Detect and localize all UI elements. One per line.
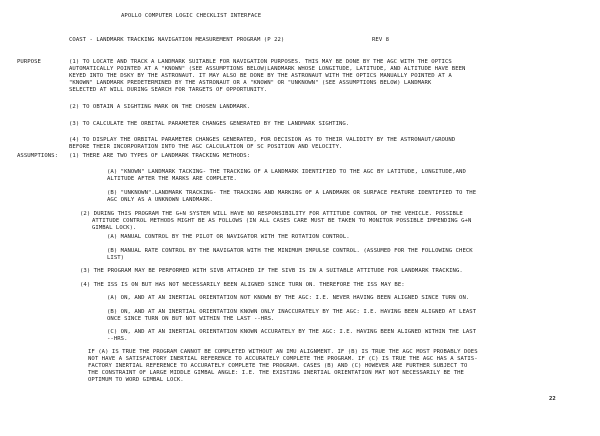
text-line: (A) MANUAL CONTROL BY THE PILOT OR NAVIGATOR WITH THE ROTATION CONTROL.: [107, 234, 350, 240]
revision-label: REV 8: [372, 37, 390, 43]
text-line: (B) ON, AND AT AN INERTIAL ORIENTATION KNOWN ONLY INACCURATELY BY THE AGC: I.E. HAVING BEEN ALIGNED AT LEAST: [107, 309, 477, 315]
purpose-item-2: [69, 104, 250, 111]
assumptions-conclusion: [88, 349, 478, 384]
assumption-4c: [107, 329, 476, 343]
assumption-4b: [107, 309, 476, 323]
text-line: BEFORE THEIR INCORPORATION INTO THE AGC CALCULATION OF SC POSITION AND VELOCITY.: [69, 144, 343, 150]
text-line: (C) ON, AND AT AN INERTIAL ORIENTATION KNOWN ACCURATELY BY THE AGC: I.E. HAVING BEEN ALIGNED WITHIN THE LAST: [107, 329, 477, 335]
text-line: (2) TO OBTAIN A SIGHTING MARK ON THE CHOSEN LANDMARK.: [69, 104, 251, 110]
text-line: IF (A) IS TRUE THE PROGRAM CANNOT BE COMPLETED WITHOUT AN IMU ALIGNMENT. IF (B) IS TRUE THE AGC MOST PROBABLY DOES: [88, 349, 478, 355]
text-line: (4) TO DISPLAY THE ORBITAL PARAMETER CHANGES GENERATED, FOR DECISION AS TO THEIR VALIDITY BY THE ASTRONAUT/GROUND: [69, 137, 456, 143]
assumption-1: (1) THERE ARE TWO TYPES OF LANDMARK TRACKING METHODS:: [69, 153, 251, 159]
text-line: SELECTED AT WILL DURING SEARCH FOR TARGETS OF OPPORTUNITY.: [69, 87, 268, 93]
text-line: --HRS.: [107, 336, 128, 342]
text-line: KEYED INTO THE DSKY BY THE ASTRONAUT. IT MAY ALSO BE DONE BY THE ASTRONAUT WITH THE OPTICS MANUALLY POINTED AT A: [69, 73, 452, 79]
assumption-1a: [107, 169, 466, 183]
program-subtitle: COAST - LANDMARK TRACKING NAVIGATION MEASUREMENT PROGRAM (P 22): [69, 37, 285, 43]
text-line: FACTORY INERTIAL REFERENCE TO ACCURATELY COMPLETE THE PROGRAM. CASES (B) AND (C) HOWEVER ARE FURTHER SUBJECT TO: [88, 363, 468, 369]
text-line: (A) ON, AND AT AN INERTIAL ORIENTATION NOT KNOWN BY THE AGC: I.E. NEVER HAVING BEEN ALIGNED SINCE TURN ON.: [107, 295, 470, 301]
text-line: (2) DURING THIS PROGRAM THE G+N SYSTEM WILL HAVE NO RESPONSIBILITY FOR ATTITUDE CONTROL OF THE VEHICLE. POSSIBLE: [80, 211, 463, 217]
assumption-2: [80, 211, 471, 232]
assumption-4: (4) THE ISS IS ON BUT HAS NOT NECESSARILY BEEN ALIGNED SINCE TURN ON. THEREFORE THE ISS MAY BE:: [80, 282, 405, 288]
text-line: (A) "KNOWN" LANDMARK TACKING- THE TRACKING OF A LANDMARK IDENTIFIED TO THE AGC BY LATITUDE, LONGITUDE,AND: [107, 169, 466, 175]
assumption-4a: [107, 295, 469, 302]
text-line: LIST): [107, 255, 125, 261]
purpose-label: PURPOSE: [17, 59, 41, 65]
assumption-2b: [107, 248, 473, 262]
text-line: THE CONSTRAINT OF LARGE MIDDLE GIMBAL ANGLE: I.E. THE EXISTING INERTIAL ORIENTATION MAT NOT NECESSARILY BE THE: [88, 370, 464, 376]
assumptions-label: ASSUMPTIONS:: [17, 153, 59, 159]
text-line: (1) TO LOCATE AND TRACK A LANDMARK SUITABLE FOR NAVIGATION PURPOSES. THIS MAY BE DONE BY THE AGC WITH THE OPTICS: [69, 59, 452, 65]
text-line: (3) TO CALCULATE THE ORBITAL PARAMETER CHANGES GENERATED BY THE LANDMARK SIGHTING.: [69, 121, 350, 127]
text-line: AUTOMATICALLY POINTED AT A "KNOWN" (SEE ASSUMPTIONS BELOW)LANDMARK WHOSE LONGITUDE, LATITUDE, AND ALTITUDE HAVE BEEN: [69, 66, 466, 72]
text-line: (B) "UNKNOWN".LANDMARK TRACKING- THE TRACKING AND MARKING OF A LANDMARK OR SURFACE FEATURE IDENTIFIED TO THE: [107, 190, 477, 196]
text-line: AGC ONLY AS A UNKNOWN LANDMARK.: [107, 197, 213, 203]
text-line: "KNOWN" LANDMARK PREDETERMINED BY THE ASTRONAUT OR A "KNOWN" OR "UNKNOWN" (SEE ASSUMPTIONS BELOW) LANDMARK: [69, 80, 432, 86]
text-line: (B) MANUAL RATE CONTROL BY THE NAVIGATOR WITH THE MINIMUM IMPULSE CONTROL. (ASSUMED FOR THE FOLLOWING CHECK: [107, 248, 473, 254]
page-number: 22: [549, 396, 556, 402]
text-line: GIMBAL LOCK).: [92, 225, 137, 231]
text-line: OPTIMUM TO WORD GIMBAL LOCK.: [88, 377, 184, 383]
purpose-item-4: [69, 137, 455, 151]
text-line: ONCE SINCE TURN ON BUT NOT WITHIN THE LAST --HRS.: [107, 316, 275, 322]
assumption-3: (3) THE PROGRAM MAY BE PERFORMED WITH SIVB ATTACHED IF THE SIVB IS IN A SUITABLE ATTITUDE FOR LANDMARK TRACKING.: [80, 268, 463, 274]
purpose-item-3: [69, 121, 349, 128]
assumption-2a: [107, 234, 350, 241]
assumption-1b: [107, 190, 476, 204]
text-line: ATTITUDE CONTROL METHODS MIGHT BE AS FOLLOWS (IN ALL CASES CARE MUST BE TAKEN TO MONITOR POSSIBLE IMPENDING G+N: [92, 218, 472, 224]
text-line: NOT HAVE A SATISFACTORY INERTIAL REFERENCE TO ACCURATELY COMPLETE THE PROGRAM. IF (C) IS TRUE THE AGC HAS A SATIS-: [88, 356, 478, 362]
document-title: APOLLO COMPUTER LOGIC CHECKLIST INTERFACE: [121, 13, 262, 19]
purpose-item-1: [69, 59, 465, 94]
text-line: ALTITUDE AFTER THE MARKS ARE COMPLETE.: [107, 176, 237, 182]
